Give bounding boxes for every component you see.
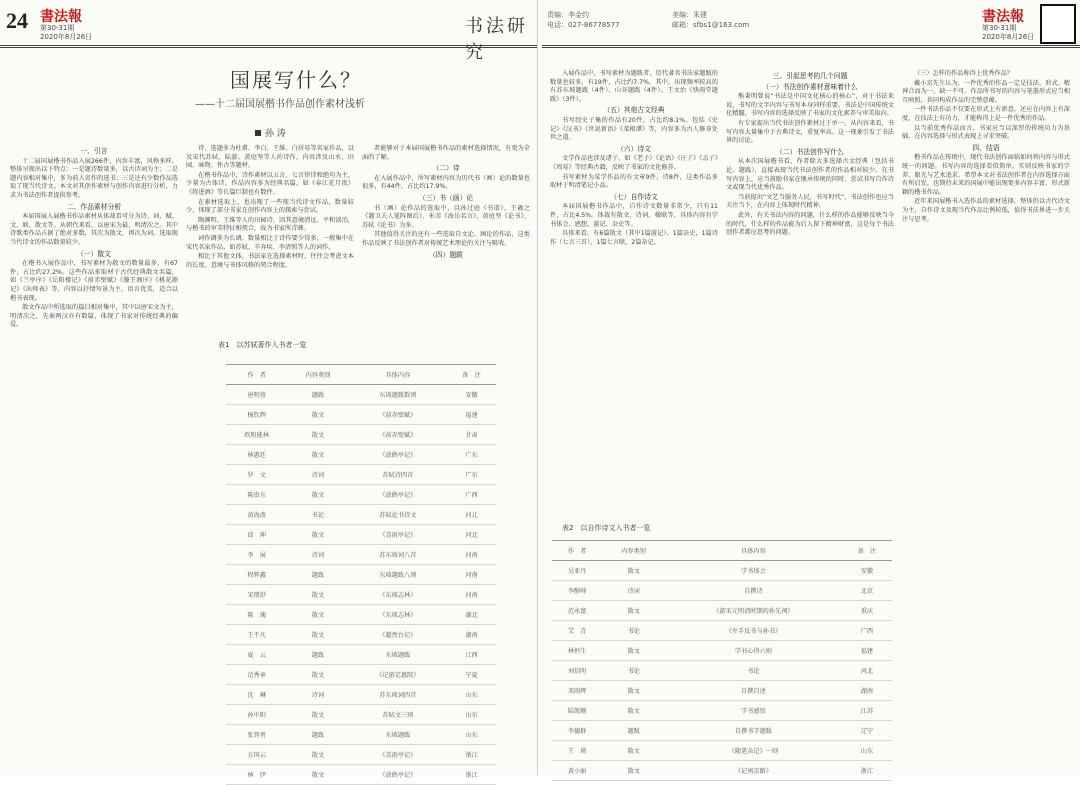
table-row [226,645,496,665]
table-cell: 李 展 [226,545,287,565]
table-cell: 山东 [447,685,496,705]
table-cell: 东坡题跋 [349,725,447,745]
table-cell: 河北 [842,661,892,681]
table-cell: 程辉鑫 [226,565,287,585]
table-cell: 自撰书学题跋 [665,721,842,741]
table-row [226,485,496,505]
table-cell: 《放鹤亭记》 [349,485,447,505]
table-cell: 安徽 [842,561,892,581]
table-cell: 张智勇 [226,725,287,745]
table-cell: 诗词 [287,685,348,705]
table-cell: 湖南 [447,625,496,645]
left-column-1: 一、引言 十二届国展楷书作品入展266件，内容丰富，风格多样。整体呈现出以下特点：一是题诗数量多，以古诗词为主；二是题内容相对集中，多为前人名作的选书；三是还有少数作品选取了现当代诗文。本文对其创作素材与创作内容进行分析，力求为书法创作者提供参考。 二、作品素材分析 本届国展入展楷书作品素材从体裁看可分为诗、词、赋、文、联、散文等。从朝代来看，以唐宋为最，明清次之。其中诗歌类作品占据了绝对多数，其次为散文，再次为词。选取现当代诗文的作品数量较少。 （一）散文 在楷书入展作品中，书写素材为散文的数量最多，有67件，占比约27.2%。这些作品多取材于古代经典散文名篇，如《兰亭序》《岳阳楼记》《前赤壁赋》《滕王阁序》《桃花源记》《出师表》等，内容以抒情写景为主，语言优美，适合以楷书表现。 散文作品中所选取的篇目相对集中，其中以唐宋文为主，明清次之，先秦两汉亦有数篇，体现了书家对传统经典的偏爱。 [10,147,178,329]
table-cell: 散文 [602,741,665,761]
table-cell: 散文 [287,485,348,505]
table-cell: 学书感悟 [665,701,842,721]
table-cell: 罗 文 [226,465,287,485]
newspaper-logo: 書法報 [40,9,82,25]
corner-box [1040,4,1076,44]
table-row [552,561,892,581]
table-cell: 自撰自述 [665,681,842,701]
table-cell: 散文 [602,561,665,581]
table-cell: 《记游定惠院》 [349,665,447,685]
table-cell: 林 伊 [226,765,287,785]
table-cell: 孙中阳 [226,705,287,725]
table-row [226,525,496,545]
table-cell: 吴亚丹 [552,561,602,581]
table-cell: 广东 [447,465,496,485]
table-cell: 王 瑛 [552,741,602,761]
table-cell: 书论 [602,661,665,681]
table-cell: 河南 [447,565,496,585]
table2-caption: 表2 以自作诗文入书者一览 [562,524,651,532]
page-number: 24 [6,8,28,33]
table-cell: 散文 [602,761,665,781]
table-cell: 苏轼论书诗文 [349,505,447,525]
table-row [226,625,496,645]
table-cell: 散文 [287,585,348,605]
table-cell: 沈 琳 [226,685,287,705]
table-cell: 《东坡志林》 [349,605,447,625]
table-cell: 江苏 [842,701,892,721]
issue-info: 第30-31期 2020年8月26日 [40,24,93,41]
table-cell: 浙江 [447,765,496,785]
table-cell: 散文 [602,701,665,721]
table-cell: 福建 [447,405,496,425]
table-cell: 散文 [287,705,348,725]
table-cell: 《前赤壁赋》 [349,425,447,445]
table-cell: 《放鹤亭记》 [349,765,447,785]
table-cell: 江西 [447,645,496,665]
table-cell: 夏 云 [226,645,287,665]
table-cell: 自撰诗 [665,581,842,601]
table-row [226,545,496,565]
table-header-row: 作 者 内容类别 具体内容 备 注 [226,365,496,385]
table-cell: 散文 [602,641,665,661]
right-page [542,0,1080,775]
table-row [552,701,892,721]
table-cell: 山东 [447,705,496,725]
table-cell: 学书心得六则 [665,641,842,661]
table-cell: 题跋 [287,565,348,585]
table-cell: 宋朋舒 [226,585,287,605]
table-cell: 北京 [842,581,892,601]
table-cell: 宁夏 [447,665,496,685]
table-cell: 重庆 [842,601,892,621]
designer-credits: 美编：朱建 邮箱：sfbs1@163.com [672,11,750,29]
table-cell: 李醇帅 [552,581,602,601]
right-column-2: 三、引起思考的几个问题 （一）书法创作素材意味着什么 熊秉明曾说“书法是中国文化核心的核心”，对于书法来说，书写的文字内容与书写本身同样重要。书法是中国传统文化精髓，书写内容的选择反映了书家的文化素养与审美取向。 有专家提出当代书法创作素材过于单一，从内容来看，书写内容大量集中于古典诗文，重复率高。这一现象引发了书法界的讨论。 （二）书法创作写什么 从本次国展楷书看，作者除大多选择古文经典（包括书论、题跋），直接表现当代书法创作者的作品相对较少。在书写内容上，应当鼓励书家在继承传统的同时，尝试书写自作诗文或现当代优秀作品。 当前提出“文艺当服务人民，书写时代”，书法创作也应当关注当下，在内容上体现时代精神。 此外，有关书法内容的问题，什么样的作品能够反映当今的时代、什么样的作品能为后人留下精神财富，这是每个书法创作者都应思考的问题。 [726,72,894,237]
table-cell: 山东 [842,741,892,761]
right-column-1: 入展作品中，书写素材为题跋者，历代著名书法家题跋的数量也较多，有19件，占比约7.7%。其中，出现频率较高的有苏东坡题跋（4件）、山谷题跋（4件）、王文治《快雨堂题跋》（3件）。 （五）其他古文经典 书写经史子集的作品有20件，占比约8.1%。包括《史记》《汉书》《世说新语》《菜根谭》等，内容多为古人修身处世之道。 （六）诗文 文学作品也涉及诸子，如《老子》《论语》《庄子》《孟子》《周易》等经典古籍，反映了书家的文化修养。 书写素材为某学作品的有文章9件，诗8件，这类作品多取材于明清笔记小品。 （七）自作诗文 本届国展楷书作品中，自作诗文数量非常少，只有11件，占比4.5%。体裁有散文、诗词、楹联等，具体内容有学书体会、感想、游记、杂史等。 具体来看，有6篇散文（其中1篇游记）、1篇杂史，1篇诗作（七言三首），1篇七言联，2篇杂记。 [550,70,718,246]
table-cell: 散文 [287,665,348,685]
table-cell: 黄海波 [226,505,287,525]
table-row [552,661,892,681]
table-row [552,641,892,661]
table-cell: 福建 [842,641,892,661]
article-subtitle: ——十二届国展楷书作品创作素材浅析 [195,99,365,110]
table-cell: 浙江 [447,745,496,765]
table-row [552,721,892,741]
author-mark-icon [255,130,261,136]
table-cell: 诗词 [287,545,348,565]
table-row [552,581,892,601]
table-cell: 艾 青 [552,621,602,641]
table-cell: 《喜雨亭记》 [349,745,447,765]
right-column-3: （三）怎样的作品称得上优秀作品？ 戴小京先生认为，一件优秀的作品一定是技法、形式、精神合而为一，缺一不可。作品所书写的内容与笔墨形式应当相互映照，共同构成作品的完整意蕴。 一件书法作品不仅要在形式上有新意，还应在内容上有深度，在技法上有功力，才能称得上是一件优秀的作品。 以当前优秀作品而言，书家应当以深厚的传统功力为基础，在内容选择与形式表现上寻求突破。 四、结语 楷书作品在传统中，现代书法创作面临如何将内容与形式统一的问题。书写内容的选择看似简单，实则反映书家的学养、眼光与艺术追求。希望本文对书法创作者在内容选择方面有所启发，也期待未来的国展中能出现更多内容丰富、形式新颖的楷书作品。 近年来国展楷书入选作品的素材选择，整体仍以古代诗文为主，自作诗文及现当代作品比例较低，值得书法界进一步关注与思考。 [902,70,1070,223]
article-title: 国展写什么？ [230,68,362,92]
table-cell: 散文 [287,765,348,785]
table-cell: 山东 [447,725,496,745]
newspaper-logo-right: 書法報 [982,9,1024,25]
table-row [226,585,496,605]
table-cell: 林恒生 [552,641,602,661]
table-cell: 散文 [287,605,348,625]
table-row [226,745,496,765]
table-cell: 诗词 [602,581,665,601]
table-cell: 诗词 [287,465,348,485]
table-row [226,465,496,485]
table1 [226,364,496,785]
table-cell: 辽宁 [842,721,892,741]
table-cell: 散文 [287,525,348,545]
table-cell: 东坡题跋八则 [349,565,447,585]
table-row [552,601,892,621]
table-cell: 题跋 [287,385,348,405]
table-cell: 唐明蓉 [226,385,287,405]
table-row [226,385,496,405]
table-row [226,565,496,585]
table-row [226,605,496,625]
table-cell: 《随笔杂记》一则 [665,741,842,761]
table-cell: 散文 [287,425,348,445]
issue-info-right: 第30-31期 2020年8月26日 [982,24,1035,41]
table-cell: 《记南京路》 [665,761,842,781]
table-row [226,445,496,465]
table-row [226,505,496,525]
left-column-3: 者能够对于本届国展楷书作品的素材选择情况，有更为全面的了解。 （二）诗 在入展作品中，所写素材内容为历代书（画）论的数量也很多，有44件。占比约17.9%。 （三）书（画）论 书（画）论作品的选取中，以孙过庭《书谱》、王羲之《题卫夫人笔阵图后》、米芾《海岳名言》、黄庭坚《论书》、苏轼《论书》为多。 其他值得关注的还有一些选取自文论、画论的作品，这类作品反映了书法创作者对传统艺术理论的关注与吸收。 （四）题跋 [362,145,530,259]
table-cell: 湖北 [447,605,496,625]
table-row [226,425,496,445]
table-cell: 广东 [447,445,496,465]
table-cell: 广西 [842,621,892,641]
table-cell: 《喜雨亭记》 [349,525,447,545]
table-cell: 林惠廷 [226,445,287,465]
table-cell: 河北 [447,525,496,545]
table-row [226,765,496,785]
table-cell: 东坡题跋 [349,645,447,665]
table-cell: 广西 [447,485,496,505]
table-cell: 题跋 [287,645,348,665]
table-cell: 《放鹤亭记》 [349,445,447,465]
table-cell: 散文 [287,405,348,425]
table-cell: 邓雨辉 [552,681,602,701]
table-cell: 散文 [287,745,348,765]
section-title: 书法研究 [465,16,528,63]
table-cell: 范永富 [552,601,602,621]
table1-caption: 表1 以苏轼著作入书者一览 [218,341,307,349]
table-cell: 陆凯顺 [552,701,602,721]
table-cell: 河北 [447,505,496,525]
table-cell: 刘信明 [552,661,602,681]
right-header [542,0,1080,48]
table-cell: 陈贵东 [226,485,287,505]
table-cell: 东坡题跋数则 [349,385,447,405]
table-cell: 书论 [287,505,348,525]
table-row [226,685,496,705]
table-cell: 湖南 [842,681,892,701]
table-cell: 《东坡志林》 [349,585,447,605]
table-cell: 苏东坡词八首 [349,545,447,565]
table-row [552,761,892,781]
table-row [552,741,892,761]
table-cell: 《前赤壁赋》 [349,405,447,425]
table-cell: 黄小丽 [552,761,602,781]
table-row [226,665,496,685]
table-cell: 邱 坤 [226,525,287,545]
table-header-row: 作 者 内容类别 具体内容 备 注 [552,541,892,561]
table-cell: 散文 [287,445,348,465]
editor-credits: 责编：李金约 电话：027-86778577 [547,11,620,29]
table-cell: 甘肃 [447,425,496,445]
table-cell: 河南 [447,585,496,605]
table-cell: 书论 [602,621,665,641]
table-cell: 欧阳能林 [226,425,287,445]
table-row [552,621,892,641]
table-cell: 苏东坡词四首 [349,685,447,705]
table-cell: 《游宋元明清时期的孙先祠》 [665,601,842,621]
table-cell: 王不凡 [226,625,287,645]
table-cell: 苏轼诗四首 [349,465,447,485]
table-cell: 散文 [287,625,348,645]
table-cell: 方国云 [226,745,287,765]
article-author: 孙 涛 [255,126,286,139]
table-cell: 河南 [447,545,496,565]
table-row [226,405,496,425]
table-cell: 书论 [665,661,842,681]
table-cell: 安徽 [447,385,496,405]
table-cell: 学书体会 [665,561,842,581]
table-row [226,725,496,745]
table-cell: 苏轼文三则 [349,705,447,725]
table-cell: 散文 [602,681,665,701]
table-row [226,705,496,725]
table2 [552,540,892,781]
table-cell: 陈 瑰 [226,605,287,625]
table-cell: 《左手反书与孙书》 [665,621,842,641]
left-page [0,0,538,779]
table-cell: 题跋 [602,721,665,741]
table-cell: 范秀章 [226,665,287,685]
table-cell: 散文 [602,601,665,621]
table-row [552,681,892,701]
table-cell: 题跋 [287,725,348,745]
table-cell: 李德群 [552,721,602,741]
table-cell: 《超然台记》 [349,625,447,645]
table-cell: 杨钦辉 [226,405,287,425]
left-header [0,0,537,63]
left-column-2: 诗，选题多为杜甫、李白、王维、白居易等名家作品，以及宋代苏轼、陆游、黄庭坚等人的诗作，内容涉及山水、田园、咏物、怀古等题材。 在楷书作品中，诗作素材以五言、七言律诗和绝句为主，少量为古体诗。作品内容多为经典名篇，如《春江花月夜》《将进酒》等长篇巨制也有数件。 在素材选取上，也出现了一些现当代诗文作品，数量较少，体现了部分书家在创作内容上的探索与尝试。 陶渊明、王维等人的田园诗，因其意境清远、平和淡泊，与楷书的审美特征相契合，故为书家所青睐。 词作调多为长调，数量相比于诗作要少得多，一般集中在宋代名家作品，如苏轼、辛弃疾、李清照等人的词作。 相比于其他文体，书法家在选择素材时，往往会考虑文本的长度、意境与书体风格的契合程度。 [186,145,354,269]
table-cell: 浙江 [842,761,892,781]
